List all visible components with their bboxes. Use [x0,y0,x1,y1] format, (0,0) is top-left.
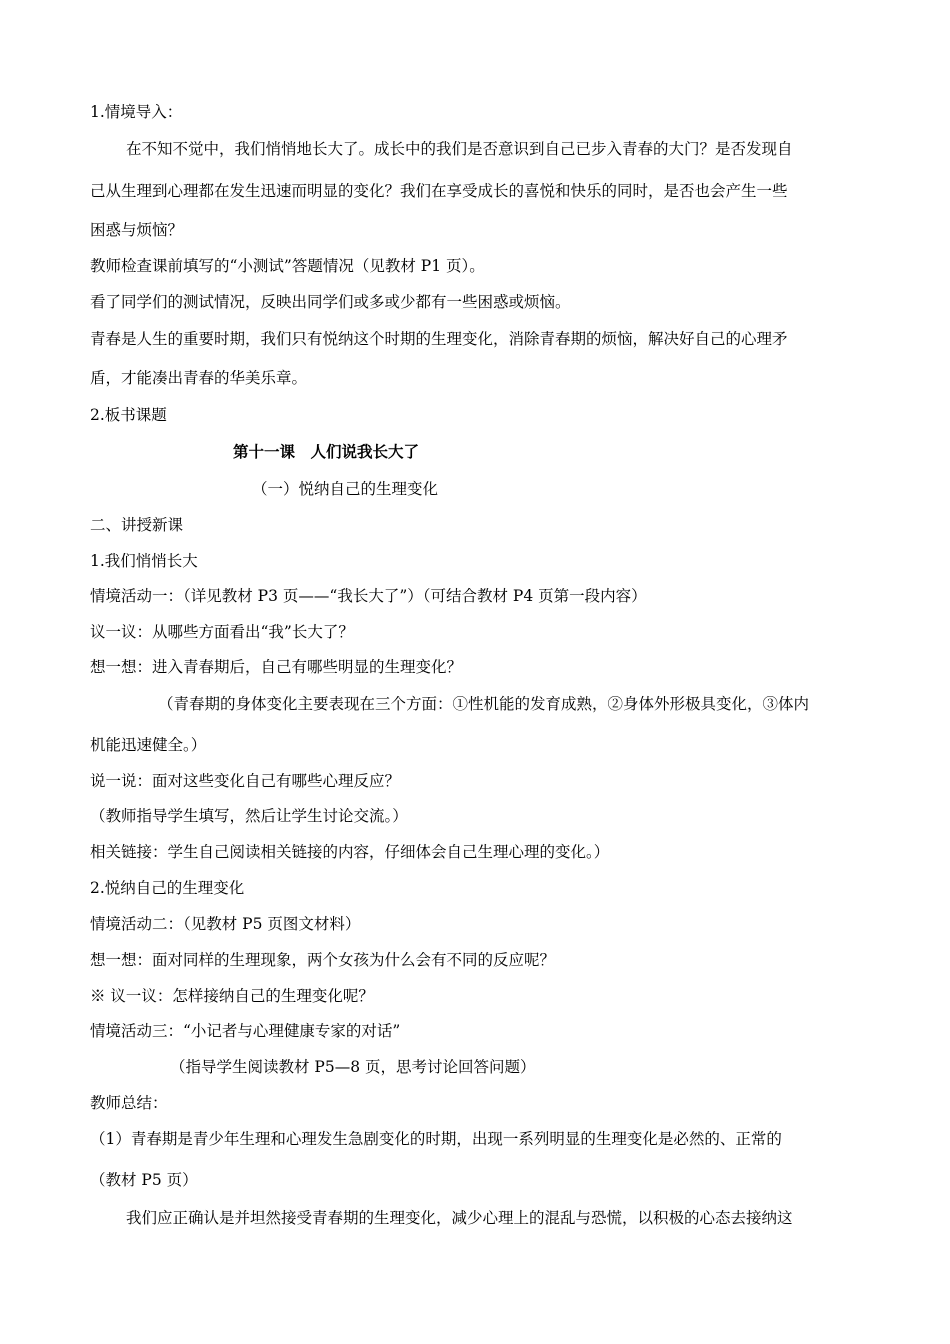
paragraph-line: （教师指导学生填写，然后让学生讨论交流。） [90,807,408,825]
lesson-title: 第十一课 人们说我长大了 [233,442,420,461]
paragraph-line: （1）青春期是青少年生理和心理发生急剧变化的时期，出现一系列明显的生理变化是必然的、正常的 [90,1130,782,1148]
paragraph-line: （教材 P5 页） [90,1171,198,1189]
paragraph-line: （青春期的身体变化主要表现在三个方面：①性机能的发育成熟，②身体外形极具变化，③体内 [158,695,810,713]
section-heading: 1.我们悄悄长大 [90,552,198,570]
paragraph-line: 情境活动三：“小记者与心理健康专家的对话” [90,1022,401,1040]
paragraph-line: 机能迅速健全。） [90,736,207,754]
paragraph-line: 看了同学们的测试情况，反映出同学们或多或少都有一些困惑或烦恼。 [90,293,571,311]
paragraph-line: （指导学生阅读教材 P5—8 页，思考讨论回答问题） [170,1058,536,1076]
section-heading: 二、讲授新课 [90,516,184,534]
paragraph-line: 青春是人生的重要时期，我们只有悦纳这个时期的生理变化，消除青春期的烦恼，解决好自己的心理矛 [90,330,788,348]
paragraph-line: 我们应正确认是并坦然接受青春期的生理变化，减少心理上的混乱与恐慌，以积极的心态去接纳这 [126,1209,793,1227]
lesson-subtitle: （一）悦纳自己的生理变化 [252,480,439,498]
paragraph-line: 在不知不觉中，我们悄悄地长大了。成长中的我们是否意识到自己已步入青春的大门？是否发现自 [126,140,793,158]
paragraph-line: 困惑与烦恼？ [90,221,184,239]
paragraph-line: 情境活动一：（详见教材 P3 页——“我长大了”）（可结合教材 P4 页第一段内容） [90,587,647,605]
section-heading: 2.板书课题 [90,406,167,424]
paragraph-line: 想一想：进入青春期后，自己有哪些明显的生理变化？ [90,658,463,676]
paragraph-line: 盾，才能凑出青春的华美乐章。 [90,369,308,387]
paragraph-line: 说一说：面对这些变化自己有哪些心理反应？ [90,772,401,790]
paragraph-line: 教师检查课前填写的“小测试”答题情况（见教材 P1 页）。 [90,257,485,275]
paragraph-line: ※ 议一议：怎样接纳自己的生理变化呢？ [90,987,374,1005]
paragraph-line: 情境活动二：（见教材 P5 页图文材料） [90,915,361,933]
section-heading: 1.情境导入： [90,103,183,121]
section-heading: 2.悦纳自己的生理变化 [90,879,245,897]
paragraph-line: 想一想：面对同样的生理现象，两个女孩为什么会有不同的反应呢？ [90,951,556,969]
paragraph-line: 议一议：从哪些方面看出“我”长大了？ [90,623,354,641]
paragraph-line: 教师总结： [90,1094,168,1112]
paragraph-line: 相关链接：学生自己阅读相关链接的内容，仔细体会自己生理心理的变化。） [90,843,610,861]
paragraph-line: 己从生理到心理都在发生迅速而明显的变化？我们在享受成长的喜悦和快乐的同时，是否也会产生一些 [90,182,788,200]
